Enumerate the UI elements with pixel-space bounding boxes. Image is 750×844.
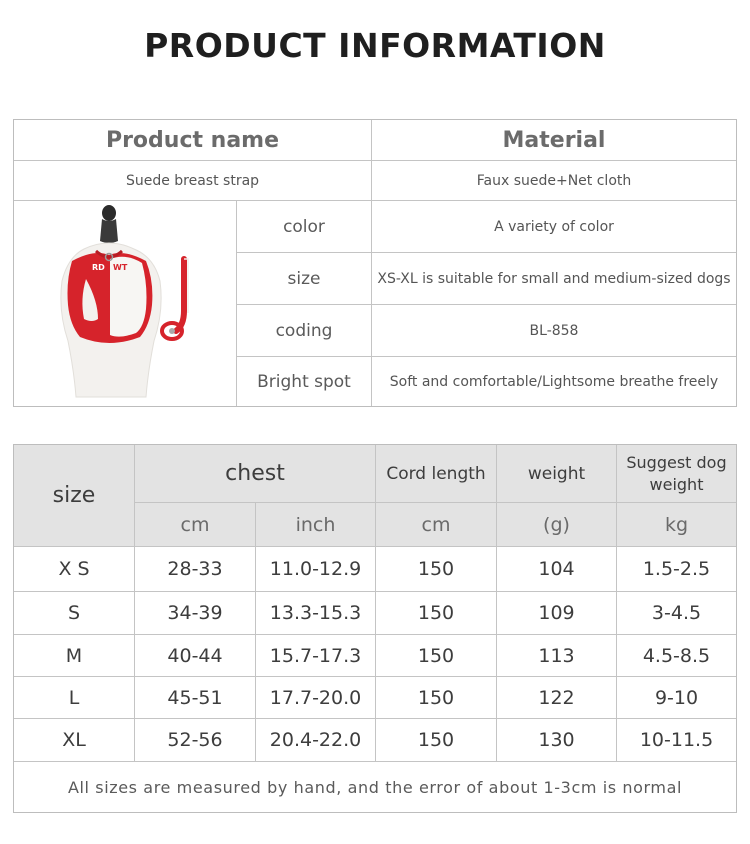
image-label-left: RD	[92, 263, 105, 272]
header-chest: chest	[225, 461, 285, 486]
measurement-note: All sizes are measured by hand, and the error of about 1-3cm is normal	[67, 777, 683, 797]
attr-value-size: XS-XL is suitable for small and medium-sized dogs	[377, 270, 731, 287]
cell-chest-cm: 34-39	[167, 602, 223, 624]
unit-chest-cm: cm	[180, 513, 210, 536]
cell-chest-cm: 28-33	[167, 558, 223, 580]
cell-size: L	[68, 686, 80, 709]
cell-cord: 150	[417, 558, 455, 580]
unit-chest-inch: inch	[295, 513, 336, 536]
cell-chest-inch: 20.4-22.0	[269, 729, 362, 751]
harness-illustration	[14, 201, 236, 407]
header-size: size	[52, 483, 96, 508]
material-header: Material	[502, 127, 606, 153]
cell-size: M	[65, 644, 83, 667]
cell-chest-inch: 11.0-12.9	[269, 558, 362, 580]
attr-value-bright-spot: Soft and comfortable/Lightsome breathe freely	[389, 373, 719, 390]
unit-cord-cm: cm	[421, 513, 451, 536]
header-dog-weight: Suggest dog weight	[626, 452, 727, 494]
cell-chest-inch: 13.3-15.3	[269, 602, 362, 624]
cell-dog-weight: 9-10	[654, 686, 699, 709]
product-name-header: Product name	[105, 127, 280, 153]
cell-weight: 122	[538, 686, 575, 709]
attr-value-coding: BL-858	[529, 322, 579, 339]
cell-dog-weight: 4.5-8.5	[642, 644, 711, 667]
attr-label-color: color	[283, 216, 325, 237]
attr-label-bright-spot: Bright spot	[257, 371, 351, 392]
size-table	[13, 444, 737, 813]
cell-cord: 150	[417, 729, 455, 751]
attr-value-color: A variety of color	[494, 218, 614, 235]
cell-chest-cm: 52-56	[167, 729, 223, 751]
cell-weight: 109	[538, 602, 575, 624]
header-weight: weight	[527, 463, 586, 484]
product-name-value: Suede breast strap	[125, 172, 260, 189]
cell-chest-inch: 15.7-17.3	[269, 644, 362, 667]
cell-size: S	[67, 602, 81, 624]
cell-dog-weight: 3-4.5	[651, 602, 702, 624]
page-title: PRODUCT INFORMATION	[144, 26, 606, 65]
cell-dog-weight: 1.5-2.5	[642, 558, 711, 580]
product-image	[14, 201, 236, 407]
cell-cord: 150	[417, 686, 455, 709]
attr-label-size: size	[287, 268, 321, 289]
material-value: Faux suede+Net cloth	[476, 172, 632, 189]
cell-weight: 104	[538, 558, 575, 580]
header-cord-length: Cord length	[386, 463, 486, 484]
attr-label-coding: coding	[275, 320, 333, 341]
cell-cord: 150	[417, 602, 455, 624]
unit-dog-kg: kg	[664, 513, 689, 536]
cell-chest-cm: 45-51	[167, 686, 223, 709]
cell-chest-cm: 40-44	[167, 644, 223, 667]
cell-dog-weight: 10-11.5	[639, 729, 714, 751]
cell-size: X S	[58, 558, 90, 580]
unit-weight-g: (g)	[543, 513, 570, 536]
cell-cord: 150	[417, 644, 455, 667]
cell-weight: 113	[538, 644, 575, 667]
image-label-right: WT	[113, 263, 128, 272]
cell-weight: 130	[538, 729, 575, 751]
cell-chest-inch: 17.7-20.0	[269, 686, 362, 709]
cell-size: XL	[62, 729, 86, 751]
product-info-table	[13, 119, 737, 407]
